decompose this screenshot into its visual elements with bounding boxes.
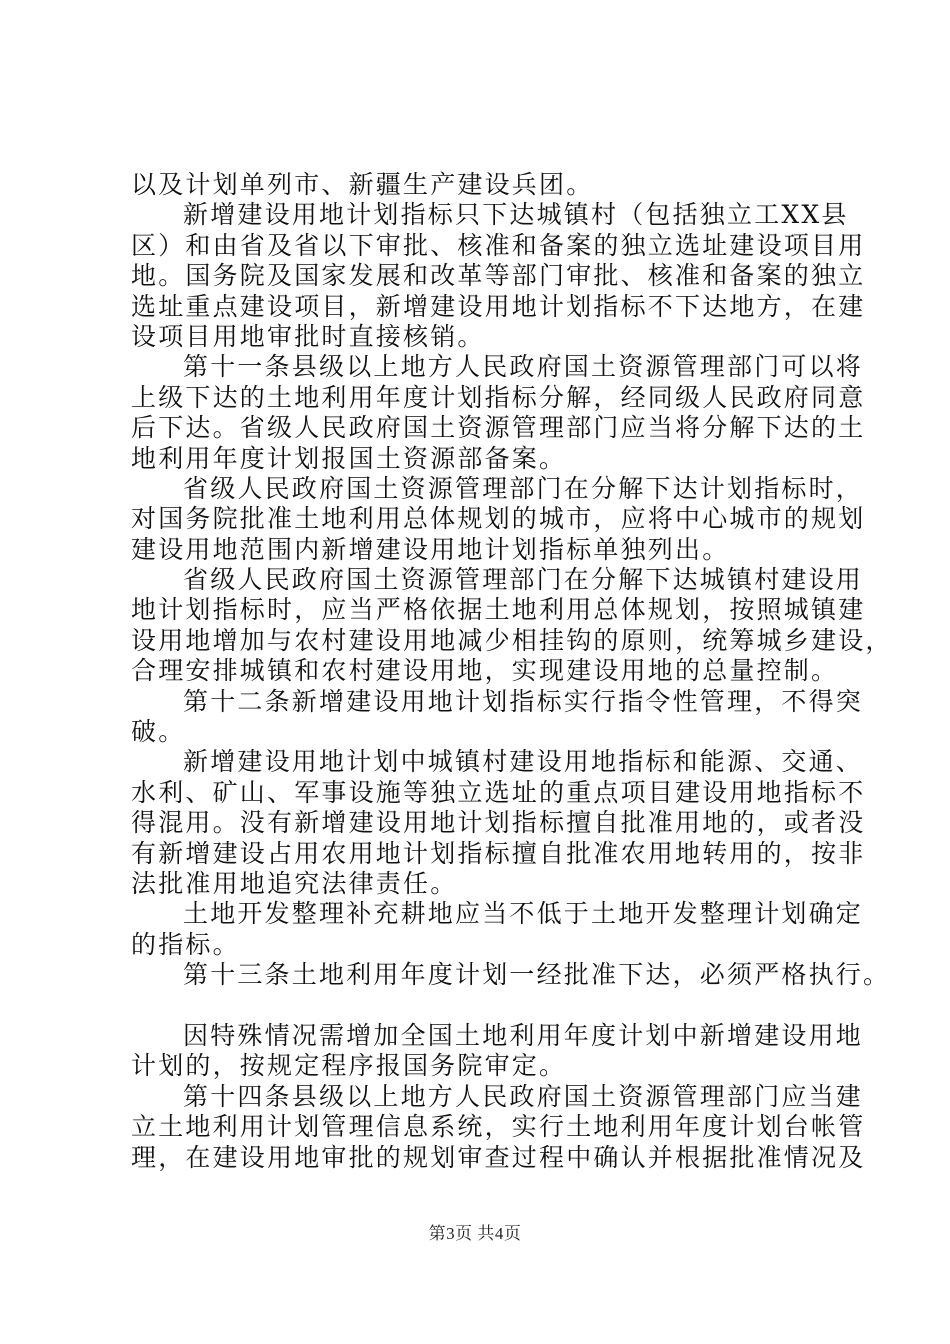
text-line: 的指标。 — [131, 929, 240, 959]
text-line: 地计划指标时，应当严格依据土地利用总体规划，按照城镇建 — [131, 595, 866, 625]
text-line: 因特殊情况需增加全国土地利用年度计划中新增建设用地 — [183, 1020, 864, 1050]
blank-line — [131, 991, 831, 1021]
text-line: 第十一条县级以上地方人民政府国土资源管理部门可以将 — [183, 352, 864, 382]
page-footer: 第3页 共4页 — [428, 1224, 522, 1243]
text-line: 第十二条新增建设用地计划指标实行指令性管理，不得突 — [183, 686, 864, 716]
text-line: 新增建设用地计划中城镇村建设用地指标和能源、交通、 — [183, 747, 864, 777]
text-line: 建设用地范围内新增建设用地计划指标单独列出。 — [131, 534, 730, 564]
text-line: 设项目用地审批时直接核销。 — [131, 321, 485, 351]
text-line: 省级人民政府国土资源管理部门在分解下达计划指标时， — [183, 473, 864, 503]
text-line: 有新增建设占用农用地计划指标擅自批准农用地转用的，按非 — [131, 838, 866, 868]
text-line: 后下达。省级人民政府国土资源管理部门应当将分解下达的土 — [131, 413, 866, 443]
text-line: 选址重点建设项目，新增建设用地计划指标不下达地方，在建 — [131, 291, 866, 321]
text-line: 破。 — [131, 717, 186, 747]
text-line: 设用地增加与农村建设用地减少相挂钩的原则，统筹城乡建设， — [131, 625, 893, 655]
text-line: 得混用。没有新增建设用地计划指标擅自批准用地的，或者没 — [131, 808, 866, 838]
text-line: 土地开发整理补充耕地应当不低于土地开发整理计划确定 — [183, 899, 864, 929]
text-line: 法批准用地追究法律责任。 — [131, 868, 458, 898]
text-line: 区）和由省及省以下审批、核准和备案的独立选址建设项目用 — [131, 230, 866, 260]
text-line: 地。国务院及国家发展和改革等部门审批、核准和备案的独立 — [131, 261, 866, 291]
text-line: 地利用年度计划报国土资源部备案。 — [131, 443, 567, 473]
text-line: 第十四条县级以上地方人民政府国土资源管理部门应当建 — [183, 1081, 864, 1111]
text-line: 立土地利用计划管理信息系统，实行土地利用年度计划台帐管 — [131, 1112, 866, 1142]
text-line: 计划的，按规定程序报国务院审定。 — [131, 1051, 567, 1081]
text-line: 第十三条土地利用年度计划一经批准下达，必须严格执行。 — [183, 960, 891, 990]
text-line: 上级下达的土地利用年度计划指标分解，经同级人民政府同意 — [131, 382, 866, 412]
text-line: 合理安排城镇和农村建设用地，实现建设用地的总量控制。 — [131, 656, 839, 686]
document-body — [131, 170, 893, 1173]
text-line: 新增建设用地计划指标只下达城镇村（包括独立工XX县 — [183, 200, 849, 230]
text-line: 省级人民政府国土资源管理部门在分解下达城镇村建设用 — [183, 565, 864, 595]
text-line: 水利、矿山、军事设施等独立选址的重点项目建设用地指标不 — [131, 777, 866, 807]
text-line: 对国务院批准土地利用总体规划的城市，应将中心城市的规划 — [131, 504, 866, 534]
text-line: 以及计划单列市、新疆生产建设兵团。 — [131, 170, 594, 199]
text-line: 理，在建设用地审批的规划审查过程中确认并根据批准情况及 — [131, 1142, 866, 1172]
